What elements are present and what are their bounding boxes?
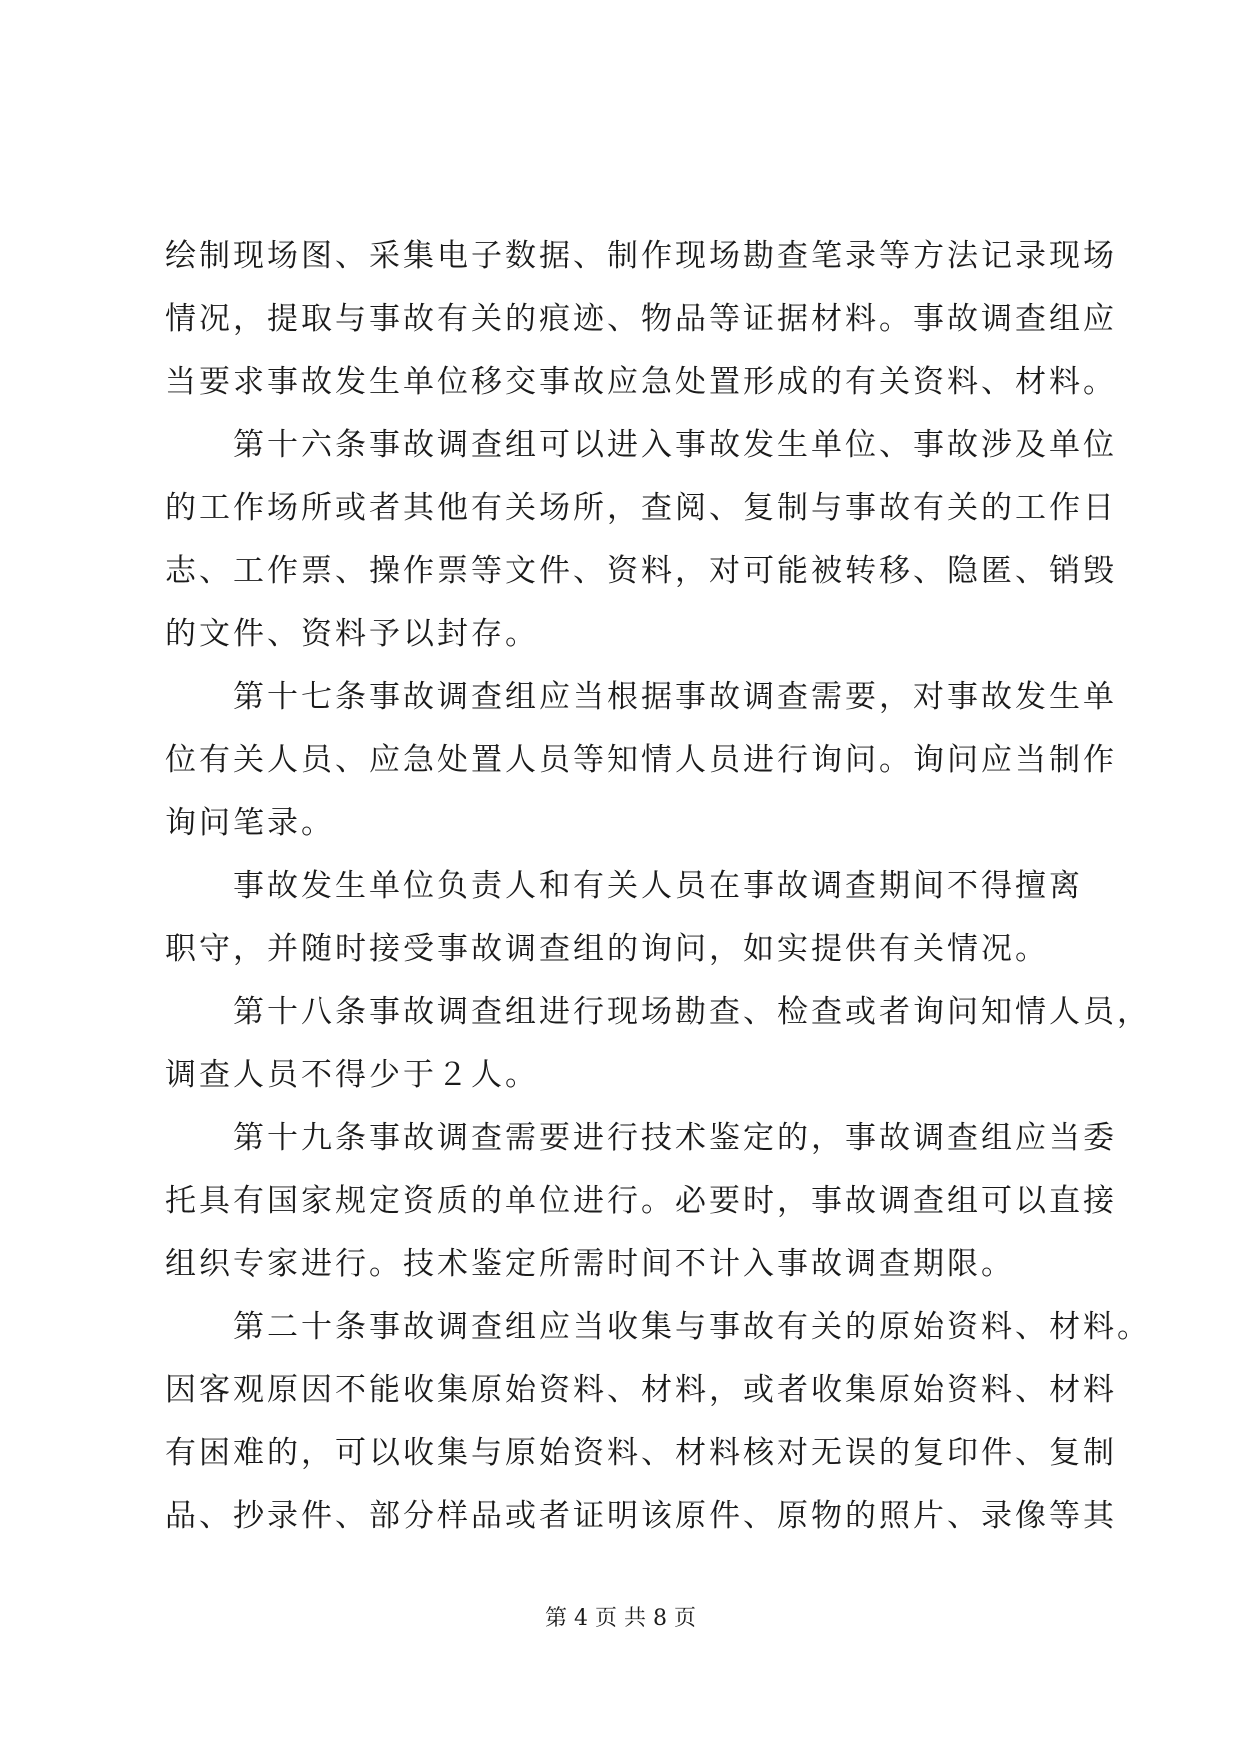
text-line: 职守，并随时接受事故调查组的询问，如实提供有关情况。 (165, 931, 1049, 967)
text-line: 当要求事故发生单位移交事故应急处置形成的有关资料、材料。 (165, 364, 1117, 400)
text-line: 第十九条事故调查需要进行技术鉴定的，事故调查组应当委 (165, 1120, 1117, 1156)
text-line: 第十七条事故调查组应当根据事故调查需要，对事故发生单 (165, 679, 1117, 715)
text-line: 的文件、资料予以封存。 (165, 616, 539, 652)
text-line: 品、抄录件、部分样品或者证明该原件、原物的照片、录像等其 (165, 1498, 1117, 1534)
text-line: 询问笔录。 (165, 805, 335, 841)
text-line: 第十八条事故调查组进行现场勘查、检查或者询问知情人员， (165, 994, 1151, 1030)
document-body (165, 225, 1151, 1548)
text-line: 绘制现场图、采集电子数据、制作现场勘查笔录等方法记录现场 (165, 238, 1117, 274)
text-line: 第十六条事故调查组可以进入事故发生单位、事故涉及单位 (165, 427, 1117, 463)
text-line: 托具有国家规定资质的单位进行。必要时，事故调查组可以直接 (165, 1183, 1117, 1219)
text-line: 的工作场所或者其他有关场所，查阅、复制与事故有关的工作日 (165, 490, 1117, 526)
page-number-footer: 第 4 页 共 8 页 (545, 1606, 696, 1631)
text-line: 事故发生单位负责人和有关人员在事故调查期间不得擅离 (165, 868, 1083, 904)
text-line: 调查人员不得少于２人。 (165, 1057, 539, 1093)
text-line: 第二十条事故调查组应当收集与事故有关的原始资料、材料。 (165, 1309, 1151, 1345)
text-line: 因客观原因不能收集原始资料、材料，或者收集原始资料、材料 (165, 1372, 1117, 1408)
text-line: 情况，提取与事故有关的痕迹、物品等证据材料。事故调查组应 (165, 301, 1117, 337)
text-line: 有困难的，可以收集与原始资料、材料核对无误的复印件、复制 (165, 1435, 1117, 1471)
text-line: 志、工作票、操作票等文件、资料，对可能被转移、隐匿、销毁 (165, 553, 1117, 589)
text-line: 位有关人员、应急处置人员等知情人员进行询问。询问应当制作 (165, 742, 1117, 778)
text-line: 组织专家进行。技术鉴定所需时间不计入事故调查期限。 (165, 1246, 1015, 1282)
